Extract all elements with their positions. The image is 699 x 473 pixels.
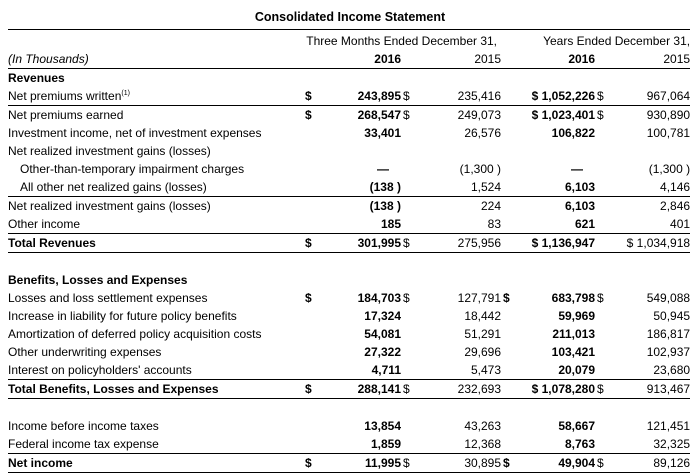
statement-title: Consolidated Income Statement — [254, 10, 446, 24]
unit-note: (In Thousands) — [8, 50, 303, 69]
value-col4: 913,467 — [615, 380, 690, 399]
dollar-sign: $ — [401, 234, 431, 253]
value-col3: $ 1,052,226 — [513, 87, 595, 106]
dollar-sign: $ — [503, 291, 510, 305]
row-liability-increase — [8, 307, 690, 325]
dollar-sign: $ — [597, 291, 604, 305]
value-col1: 268,547 — [357, 108, 401, 122]
value-col3: 59,969 — [558, 309, 596, 323]
value-col3: 621 — [513, 215, 595, 234]
dollar-sign: $ — [401, 87, 431, 106]
value-col4: 967,064 — [615, 87, 690, 106]
dollar-sign: $ — [303, 454, 321, 473]
value-col3: $ 1,023,401 — [531, 108, 596, 122]
row-net-premiums-earned — [8, 106, 690, 125]
row-label: Other underwriting expenses — [8, 345, 162, 359]
value-col3: 6,103 — [565, 199, 596, 213]
value-col3: 8,763 — [513, 435, 595, 454]
dollar-sign: $ — [501, 454, 513, 473]
value-col1: 13,854 — [364, 419, 401, 433]
value-col4: 102,937 — [646, 345, 691, 359]
row-net-realized-total — [8, 197, 690, 216]
benefits-heading-row — [8, 271, 690, 289]
value-col3: 49,904 — [513, 454, 595, 473]
value-col3: 58,667 — [558, 419, 596, 433]
value-col2: 51,291 — [464, 327, 502, 341]
value-col1: 17,324 — [364, 309, 401, 323]
value-col1: 301,995 — [321, 234, 401, 253]
row-label: Net income — [8, 454, 303, 473]
row-total-benefits — [8, 380, 690, 399]
row-label: Investment income, net of investment expenses — [8, 126, 262, 140]
row-label: Net realized investment gains (losses) — [8, 144, 211, 158]
value-col3: — — [571, 162, 584, 176]
row-label: Total Benefits, Losses and Expenses — [8, 380, 303, 399]
value-col4: 89,126 — [615, 454, 690, 473]
value-col3: 6,103 — [513, 178, 595, 197]
value-col2: 275,956 — [431, 234, 501, 253]
value-col2: 43,263 — [464, 419, 502, 433]
row-label: Federal income tax expense — [8, 435, 303, 454]
dollar-sign: $ — [305, 108, 312, 122]
dollar-sign: $ — [401, 380, 431, 399]
value-col2: 26,576 — [464, 126, 502, 140]
title-row — [0, 9, 699, 27]
value-col2: (1,300 ) — [459, 162, 502, 176]
row-label: Net premiums written$^{(1)}$ — [8, 87, 303, 106]
value-col4: 121,451 — [646, 419, 691, 433]
value-col2: 235,416 — [431, 87, 501, 106]
value-col3: 211,013 — [552, 327, 596, 341]
value-col1: 27,322 — [364, 345, 401, 359]
value-col2: 224 — [481, 199, 502, 213]
row-label: Other-than-temporary impairment charges — [20, 162, 245, 176]
value-col2: 5,473 — [431, 361, 501, 380]
revenues-heading: Revenues — [8, 71, 65, 85]
value-col4: 549,088 — [646, 291, 691, 305]
value-col3: $ 1,078,280 — [513, 380, 595, 399]
value-col4: 2,846 — [660, 199, 691, 213]
row-net-premiums-written — [8, 87, 690, 106]
value-col1: 185 — [321, 215, 401, 234]
value-col1: 288,141 — [321, 380, 401, 399]
value-col3: 683,798 — [551, 291, 596, 305]
dollar-sign: $ — [303, 380, 321, 399]
value-col4: 50,945 — [653, 309, 691, 323]
value-col2: 1,524 — [431, 178, 501, 197]
value-col1: 184,703 — [357, 291, 401, 305]
value-col4: 401 — [615, 215, 690, 234]
footnote-marker: (1) — [121, 90, 130, 97]
value-col1: 1,859 — [321, 435, 401, 454]
value-col2: 127,791 — [457, 291, 502, 305]
value-col4: 32,325 — [615, 435, 690, 454]
dollar-sign: $ — [303, 87, 321, 106]
revenues-heading-row — [8, 69, 690, 88]
title-underline — [8, 29, 690, 30]
dollar-sign: $ — [597, 108, 604, 122]
row-losses — [8, 289, 690, 307]
value-col1: (138 ) — [321, 178, 401, 197]
spacer-row — [8, 253, 690, 272]
value-col3: 106,822 — [551, 126, 596, 140]
value-col3: $ 1,136,947 — [513, 234, 595, 253]
row-amortization — [8, 325, 690, 343]
benefits-heading: Benefits, Losses and Expenses — [8, 273, 188, 287]
dollar-sign: $ — [403, 108, 410, 122]
value-col2: 30,895 — [431, 454, 501, 473]
col2-year: 2015 — [431, 50, 501, 69]
dollar-sign: $ — [305, 291, 312, 305]
header-row-periods — [8, 32, 690, 50]
row-label: Amortization of deferred policy acquisition costs — [8, 327, 262, 341]
value-col4: 23,680 — [615, 361, 690, 380]
row-other-underwriting — [8, 343, 690, 361]
row-net-realized-heading — [8, 142, 690, 160]
header-row-years — [8, 50, 690, 69]
value-col4: 930,890 — [646, 108, 691, 122]
row-label: Other income — [8, 215, 303, 234]
value-col4: 186,817 — [646, 327, 691, 341]
row-interest — [8, 361, 690, 380]
value-col4: 100,781 — [646, 126, 691, 140]
row-label: Increase in liability for future policy benefits — [8, 309, 237, 323]
dollar-sign: $ — [595, 380, 615, 399]
col3-year: 2016 — [513, 50, 595, 69]
row-other-income — [8, 215, 690, 234]
value-col4: $ 1,034,918 — [595, 234, 690, 253]
value-col3: 20,079 — [513, 361, 595, 380]
years-header: Years Ended December 31, — [543, 34, 691, 48]
value-col1: (138 ) — [369, 199, 401, 213]
row-label: All other net realized gains (losses) — [8, 178, 303, 197]
col1-year: 2016 — [321, 50, 401, 69]
dollar-sign: $ — [403, 291, 410, 305]
three-months-header: Three Months Ended December 31, — [306, 34, 498, 48]
value-col1: — — [377, 162, 389, 176]
value-col2: 249,073 — [457, 108, 502, 122]
col4-year: 2015 — [615, 50, 690, 69]
dollar-sign: $ — [401, 454, 431, 473]
dollar-sign: $ — [595, 87, 615, 106]
value-col2: 18,442 — [464, 309, 502, 323]
value-col2: 12,368 — [431, 435, 501, 454]
dollar-sign: $ — [595, 454, 615, 473]
value-col2: 232,693 — [431, 380, 501, 399]
value-col2: 29,696 — [464, 345, 502, 359]
income-statement-table — [8, 32, 690, 473]
row-label: Interest on policyholders' accounts — [8, 361, 303, 380]
value-col1: 11,995 — [321, 454, 401, 473]
row-label: Net premiums earned — [8, 108, 124, 122]
row-income-before-tax — [8, 417, 690, 435]
value-col3: 103,421 — [551, 345, 596, 359]
value-col1: 243,895 — [321, 87, 401, 106]
value-col1: 33,401 — [364, 126, 401, 140]
value-col2: 83 — [431, 215, 501, 234]
spacer-row — [8, 399, 690, 418]
row-net-income — [8, 454, 690, 473]
row-otti — [8, 160, 690, 178]
value-col1: 4,711 — [321, 361, 401, 380]
value-col4: (1,300 ) — [648, 162, 691, 176]
row-all-other-gains — [8, 178, 690, 197]
row-label: Total Revenues — [8, 234, 303, 253]
row-total-revenues — [8, 234, 690, 253]
value-col1: 54,081 — [364, 327, 401, 341]
row-label: Income before income taxes — [8, 419, 159, 433]
dollar-sign: $ — [303, 234, 321, 253]
row-federal-tax — [8, 435, 690, 454]
value-col4: 4,146 — [615, 178, 690, 197]
row-investment-income — [8, 124, 690, 142]
row-label: Losses and loss settlement expenses — [8, 291, 208, 305]
row-label: Net realized investment gains (losses) — [8, 199, 211, 213]
